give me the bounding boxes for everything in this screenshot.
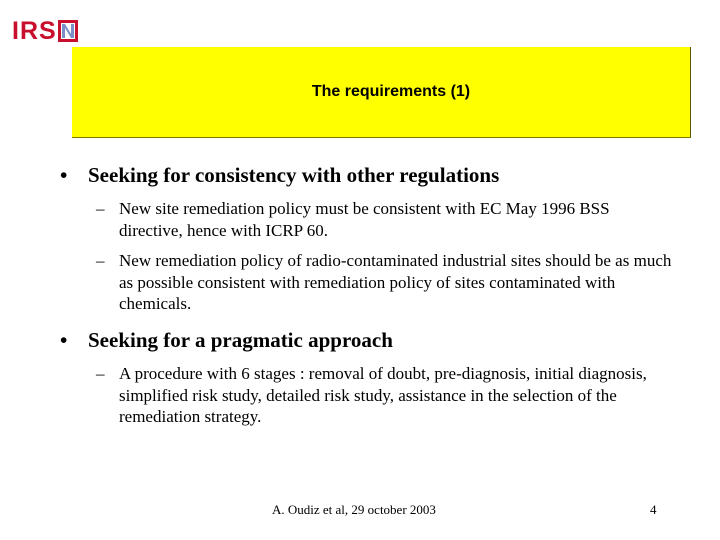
bullet-pragmatic	[60, 328, 393, 352]
sub-bullet-ec-directive	[96, 198, 676, 241]
sub-bullet-text: A procedure with 6 stages : removal of doubt, pre-diagnosis, initial diagnosis, simplified risk study, detailed risk study, assistance in the selection of the remediation strategy.	[119, 364, 647, 426]
bullet-text: Seeking for a pragmatic approach	[88, 328, 393, 352]
title-banner	[72, 47, 691, 138]
bullet-consistency	[60, 163, 499, 187]
logo-n-mark	[58, 20, 78, 42]
irsn-logo	[12, 18, 78, 44]
slide-title: The requirements (1)	[311, 83, 471, 100]
sub-dash: –	[96, 364, 105, 383]
bullet-dot: •	[60, 328, 68, 352]
sub-bullet-procedure	[96, 363, 676, 428]
sub-dash: –	[96, 199, 105, 218]
sub-bullet-text: New site remediation policy must be consistent with EC May 1996 BSS directive, hence with ICRP 60.	[119, 199, 610, 240]
bullet-dot: •	[60, 163, 68, 187]
sub-bullet-chemicals-policy	[96, 250, 676, 315]
logo-letters: IRS	[12, 17, 57, 45]
page-number: 4	[650, 502, 657, 517]
sub-dash: –	[96, 251, 105, 270]
footer-citation: A. Oudiz et al, 29 october 2003	[272, 502, 436, 517]
bullet-text: Seeking for consistency with other regulations	[88, 163, 500, 187]
sub-bullet-text: New remediation policy of radio-contaminated industrial sites should be as much as possible consistent with remediation policy of sites contaminated with chemicals.	[119, 251, 672, 313]
